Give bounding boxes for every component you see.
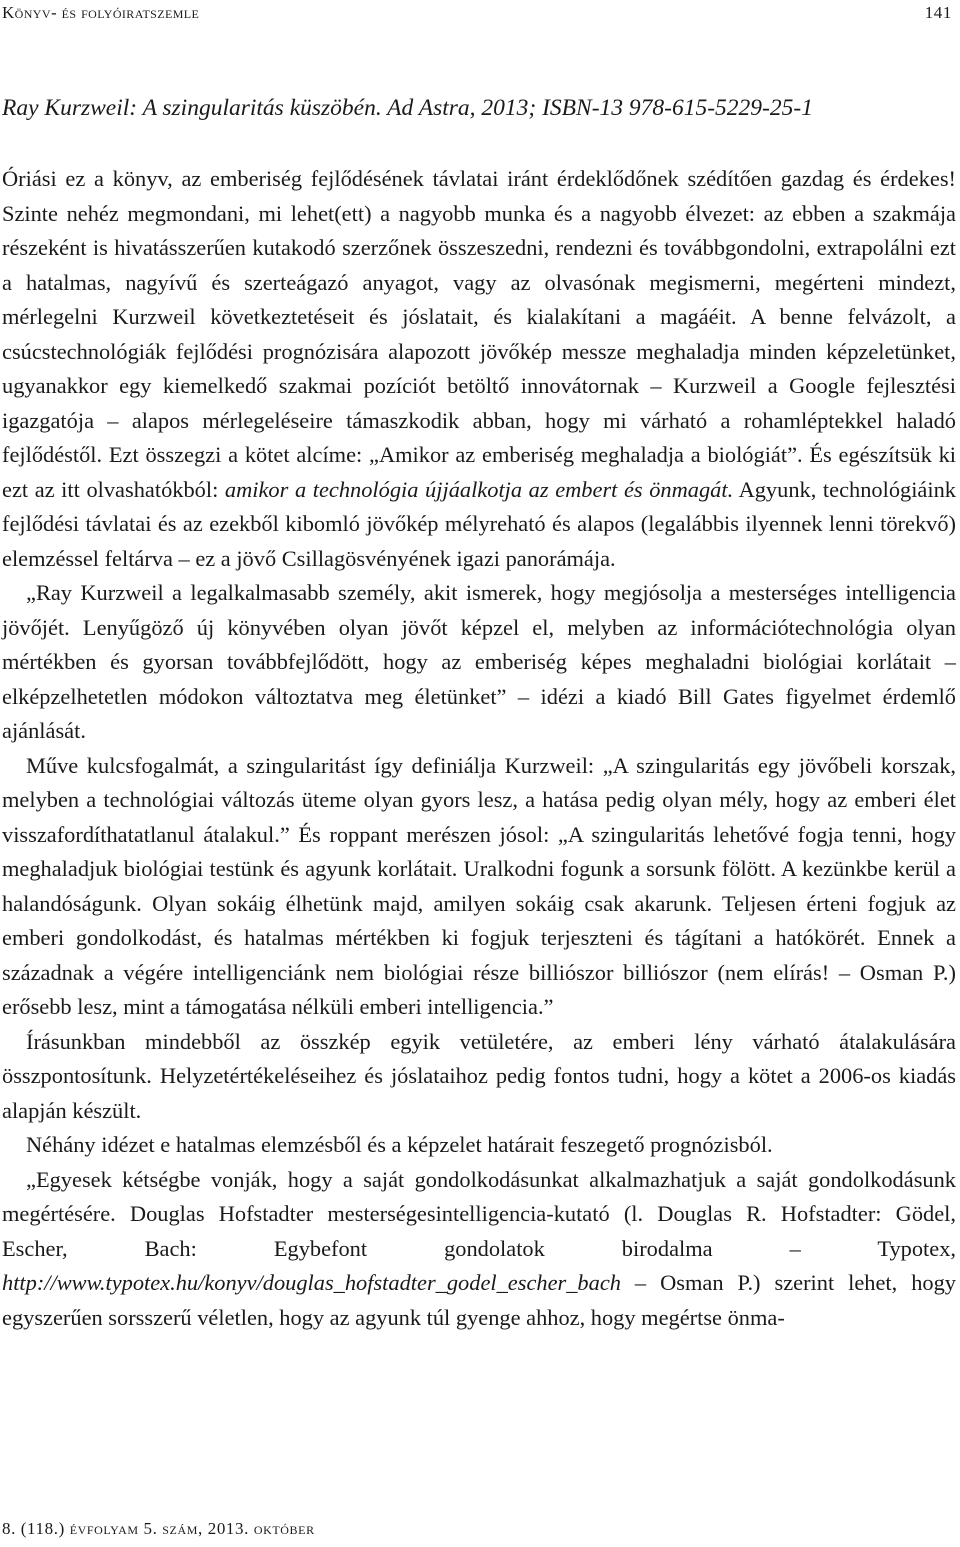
paragraph-1-text-b: Agyunk, technológiáink fejlődési távlatai és az ezekből kibomló jövőkép mélyreható és alapos (legalábbis ilyennek lenni törekvő) elemzéssel feltárva – ez a jövő Csillagösvényének igazi panorámája.	[2, 476, 956, 571]
paragraph-6-text-a: „Egyesek kétségbe vonják, hogy a saját gondolkodásunkat alkalmazhatjuk a saját gondolkodásunk megértésére. Douglas Hofstadter mesterségesintelligencia-kutató (l. Douglas R. Hofstadter: Gödel, Escher, Bach: Egybefont gondolatok birodalma – Typotex,	[2, 1166, 956, 1261]
page-number: 141	[924, 3, 952, 22]
paragraph-5: Néhány idézet e hatalmas elemzésből és a képzelet határait feszegető prognózisból.	[26, 1132, 773, 1157]
paragraph-1	[2, 162, 956, 576]
paragraph-6	[2, 1163, 956, 1336]
running-header	[0, 3, 956, 27]
typotex-url: http://www.typotex.hu/konyv/douglas_hofstadter_godel_escher_bach	[2, 1270, 621, 1295]
paragraph-3: Műve kulcsfogalmát, a szingularitást így definiálja Kurzweil: „A szingularitás egy jövőbeli korszak, melyben a technológiai változás üteme olyan gyors lesz, a hatása pedig olyan mély, hogy az emberi élet visszafordíthatatlanul átalakul.” És roppant merészen jósol: „A szingularitás lehetővé fogja tenni, hogy meghaladjuk biológiai testünk és agyunk korlátait. Uralkodni fogunk a sorsunk fölött. A kezünkbe kerül a halandóságunk. Olyan sokáig élhetünk majd, amilyen sokáig csak akarunk. Teljesen érteni fogjuk az emberi gondolkodást, és hatalmas mértékben ki fogjuk terjeszteni és tágítani a hatókörét. Ennek a századnak a végére intelligenciánk nem biológiai része billiószor billiószor (nem elírás! – Osman P.) erősebb lesz, mint a támogatása nélküli emberi intelligencia.”	[2, 752, 956, 1019]
book-reference-title: Ray Kurzweil: A szingularitás küszöbén. Ad Astra, 2013; ISBN-13 978-615-5229-25-1	[2, 95, 813, 121]
article-body	[2, 162, 956, 1335]
section-title: Könyv- és folyóiratszemle	[2, 3, 200, 22]
paragraph-2: „Ray Kurzweil a legalkalmasabb személy, akit ismerek, hogy megjósolja a mesterséges intelligencia jövőjét. Lenyűgöző új könyvében olyan jövőt képzel el, melyben az információtechnológia olyan mértékben és gyorsan továbbfejlődött, hogy az emberiség képes meghaladni biológiai korlátait – elképzelhetetlen módokon változtatva meg életünket” – idézi a kiadó Bill Gates figyelmet érdemlő ajánlását.	[2, 580, 956, 743]
paragraph-6-text-b: – Osman P.) szerint lehet, hogy egyszerűen sorsszerű véletlen, hogy az agyunk túl gyenge ahhoz, hogy megértse önma-	[2, 1270, 956, 1330]
running-footer: 8. (118.) évfolyam 5. szám, 2013. október	[2, 1519, 315, 1538]
paragraph-4: Írásunkban mindebből az összkép egyik vetületére, az emberi lény várható átalakulására összpontosítunk. Helyzetértékeléseihez és jóslataihoz pedig fontos tudni, hogy a kötet a 2006-os kiadás alapján készült.	[2, 1028, 956, 1123]
paragraph-1-emphasis: amikor a technológia újjáalkotja az embert és önmagát.	[224, 476, 734, 502]
paragraph-1-text-a: Óriási ez a könyv, az emberiség fejlődésének távlatai iránt érdeklődőnek szédítően gazdag és érdekes! Szinte nehéz megmondani, mi lehet(ett) a nagyobb munka és a nagyobb élvezet: az ebben a szakmája részeként is hivatásszerűen kutakodó szerzőnek összeszedni, rendezni és továbbgondolni, extrapolálni ezt a hatalmas, nagyívű és szerteágazó anyagot, vagy az olvasónak megismerni, megérteni mindezt, mérlegelni Kurzweil következtetéseit és jóslatait, és kialakítani a magáéit. A benne felvázolt, a csúcstechnológiák fejlődési prognózisára alapozott jövőkép messze meghaladja minden képzeletünket, ugyanakkor egy kiemelkedő szakmai pozíciót betöltő innovátornak – Kurzweil a Google fejlesztési igazgatója – alapos mérlegeléseire támaszkodik abban, hogy mi várható a rohamléptekkel haladó fejlődéstől. Ezt összegzi a kötet alcíme: „Amikor az emberiség meghaladja a biológiát”. És egészítsük ki ezt az itt olvashatókból:	[2, 166, 956, 502]
